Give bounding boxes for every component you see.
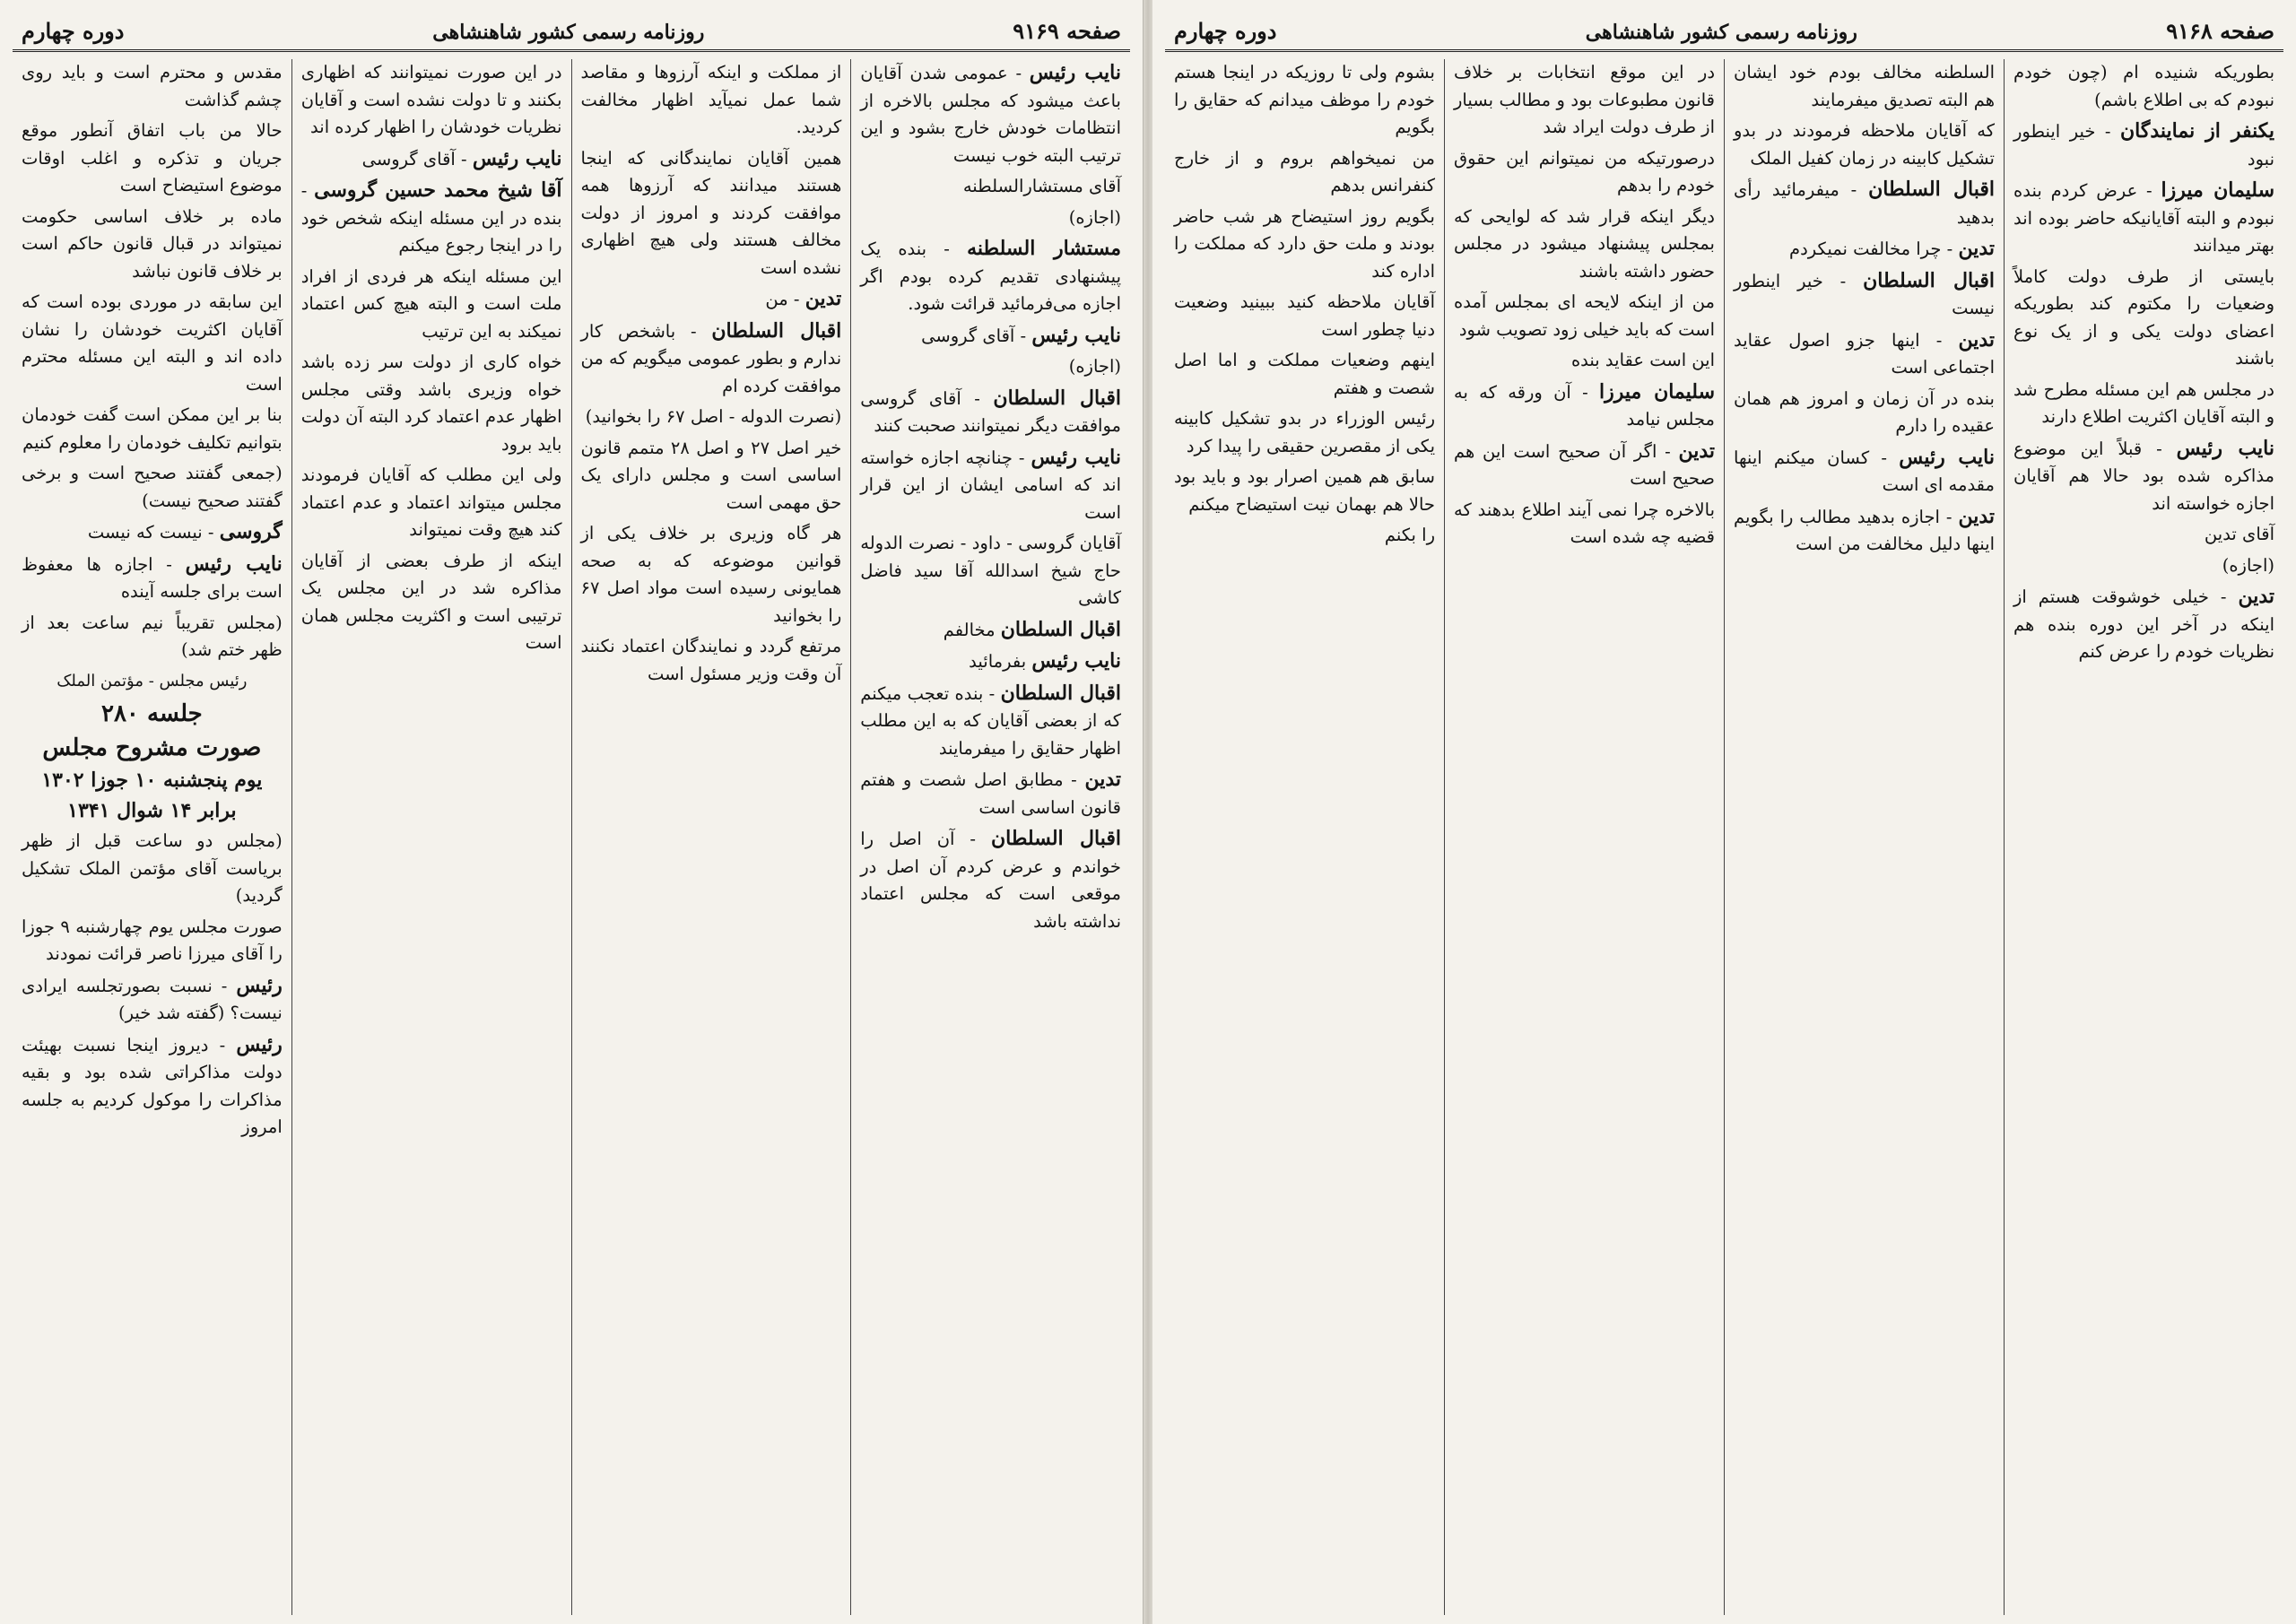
paragraph — [1734, 59, 1995, 114]
paragraph-text: - اگر آن صحیح است این هم صحیح است — [1454, 440, 1715, 489]
paragraph-text: - خیر اینطور نبود — [2013, 121, 2274, 169]
paragraph-text: - آقای گروسی — [921, 325, 1027, 346]
paragraph — [860, 204, 1121, 232]
paragraph — [1454, 347, 1715, 375]
left-page-number: صفحه ۹۱۶۹ — [1013, 18, 1121, 44]
paragraph-text: در این صورت نمیتوانند که اظهاری بکنند و تا دولت نشده است و آقایان نظریات خودشان را اظهار کرده اند — [300, 62, 562, 137]
paragraph-text: آقای مستشارالسلطنه — [962, 176, 1121, 196]
right-column-3 — [1444, 59, 1724, 1615]
paragraph — [2013, 552, 2274, 580]
paragraph — [581, 59, 842, 142]
speaker-name: رئیس — [236, 1032, 283, 1056]
paragraph — [581, 633, 842, 688]
paragraph-text: - قبلاً این موضوع مذاکره شده بود حالا هم آقایان اجازه خواسته اند — [2013, 438, 2274, 514]
paragraph-text: را بکنم — [1384, 525, 1435, 545]
paragraph — [1174, 464, 1435, 518]
paragraph — [1734, 386, 1995, 440]
paragraph — [22, 914, 283, 968]
speaker-name: نایب رئیس — [1031, 323, 1121, 347]
paragraph — [860, 444, 1121, 527]
paragraph-text: - دیروز اینجا نسبت بهیئت دولت مذاکراتی شده بود و بقیه مذاکرات را موکول کردیم به جلسه امروز — [22, 1034, 283, 1137]
paragraph — [1734, 444, 1995, 499]
paragraph — [2013, 264, 2274, 373]
paragraph — [22, 59, 283, 114]
left-newspaper-title: روزنامه رسمی کشور شاهنشاهی — [432, 21, 705, 44]
paragraph-text: - نیست که نیست — [87, 522, 214, 543]
paragraph — [22, 610, 283, 664]
paragraph-text: از مملکت و اینکه آرزوها و مقاصد شما عمل نمیآید اظهار مخالفت کردید. — [580, 62, 842, 137]
paragraph — [1454, 438, 1715, 493]
paragraph — [860, 385, 1121, 440]
paragraph-text: - مطابق اصل شصت و هفتم قانون اساسی است — [860, 769, 1121, 818]
paragraph — [22, 828, 283, 910]
paragraph-text: سابق هم همین اصرار بود و باید بود حالا هم بهمان نیت استیضاح میکنم — [1174, 466, 1435, 515]
paragraph-text: (اجازه) — [1068, 206, 1121, 228]
paragraph — [1454, 59, 1715, 142]
speaker-name: نایب رئیس — [1029, 61, 1121, 84]
paragraph — [581, 520, 842, 630]
speaker-name: نایب رئیس — [185, 551, 283, 576]
paragraph — [1174, 204, 1435, 286]
paragraph-text: آقایان گروسی - داود - نصرت الدوله حاج شیخ اسدالله آقا سید فاضل کاشی — [860, 533, 1121, 608]
paragraph-text: - بنده در این مسئله اینکه شخص خود را در اینجا رجوع میکنم — [300, 180, 562, 256]
paragraph — [22, 1031, 283, 1142]
paragraph-text: - اجازه بدهید مطالب را بگویم اینها دلیل مخالفت من است — [1734, 506, 1995, 554]
paragraph — [301, 59, 562, 142]
paragraph — [1734, 176, 1995, 231]
paragraph — [860, 353, 1121, 381]
paragraph — [2013, 177, 2274, 260]
speaker-name: اقبال السلطان — [1863, 268, 1995, 292]
paragraph-text: - عرض کردم بنده نبودم و البته آقایانیکه حاضر بوده اند بهتر میدانند — [2013, 180, 2274, 256]
right-page-columns — [1165, 59, 2283, 1615]
speaker-name: نایب رئیس — [1031, 649, 1121, 673]
paragraph-text: در این موقع انتخابات بر خلاف قانون مطبوعات بود و مطالب بسیار از طرف دولت ایراد شد — [1454, 62, 1715, 137]
paragraph-text: - اینها جزو اصول عقاید اجتماعی است — [1734, 329, 1995, 378]
section-subheading: برابر ۱۴ شوال ۱۳۴۱ — [67, 799, 237, 822]
paragraph — [2013, 117, 2274, 173]
paragraph — [301, 349, 562, 458]
section-note: رئیس مجلس - مؤتمن الملک — [57, 671, 248, 690]
paragraph — [860, 173, 1121, 201]
paragraph — [301, 145, 562, 174]
right-newspaper-title: روزنامه رسمی کشور شاهنشاهی — [1585, 21, 1857, 44]
speaker-name: اقبال السلطان — [1868, 178, 1995, 201]
paragraph — [1454, 497, 1715, 551]
paragraph-text: این مسئله اینکه هر فردی از افراد ملت است و البته هیچ کس اعتماد نمیکند به این ترتیب — [300, 265, 562, 342]
paragraph-text: - عمومی شدن آقایان باعث میشود که مجلس بالاخره از انتظامات خودش خارج بشود و این ترتیب البته خوب نیست — [860, 63, 1121, 166]
paragraph — [860, 530, 1121, 612]
paragraph-text: - اجازه ها معفوظ است برای جلسه آینده — [22, 553, 283, 602]
paragraph-text: رئیس الوزراء در بدو تشکیل کابینه یکی از مقصرین حقیقی را پیدا کرد — [1174, 408, 1435, 456]
right-page — [1152, 0, 2296, 1624]
paragraph — [1454, 145, 1715, 200]
paragraph-text: - بنده تعجب میکنم که از بعضی آقایان که به این مطلب اظهار حقایق را میفرمایند — [860, 682, 1121, 759]
paragraph — [1454, 378, 1715, 434]
left-volume: دوره چهارم — [22, 18, 125, 44]
paragraph — [22, 551, 283, 606]
paragraph — [1734, 235, 1995, 264]
paragraph-text: - آقای گروسی — [361, 148, 467, 169]
paragraph — [1454, 204, 1715, 286]
paragraph — [1734, 326, 1995, 382]
speaker-name: اقبال السلطان — [1000, 617, 1121, 641]
paragraph — [22, 117, 283, 200]
paragraph — [581, 435, 842, 517]
paragraph-text: (نصرت الدوله - اصل ۶۷ را بخوانید) — [585, 406, 842, 427]
paragraph-text: اینکه از طرف بعضی از آقایان مذاکره شد در این مجلس یک ترتیبی است و اکثریت مجلس همان است — [300, 550, 562, 653]
paragraph — [860, 680, 1121, 763]
speaker-name: تدین — [804, 287, 842, 310]
paragraph-text: من از اینکه لایحه ای بمجلس آمده است که باید خیلی زود تصویب شود — [1454, 291, 1715, 340]
right-volume: دوره چهارم — [1174, 18, 1277, 44]
paragraph-text: بایستی از طرف دولت کاملاً وضعیات را مکتوم کند بطوریکه اعضای دولت یکی و از یک نوع باشند — [2013, 265, 2274, 369]
speaker-name: یکنفر از نمایندگان — [2120, 119, 2275, 143]
paragraph-text: - آقای گروسی موافقت دیگر نمیتوانند صحبت کنند — [860, 387, 1121, 436]
speaker-name: نایب رئیس — [472, 146, 562, 170]
page-gutter — [1144, 0, 1152, 1624]
right-page-number: صفحه ۹۱۶۸ — [2166, 18, 2274, 44]
left-page-columns — [13, 59, 1130, 1615]
paragraph-text: - آن اصل را خواندم و عرض کردم آن اصل در موقعی است که مجلس اعتماد نداشته باشد — [860, 829, 1121, 932]
paragraph-text: (اجازه) — [1068, 356, 1121, 377]
paragraph-text: - خیلی خوشوقت هستم از اینکه در آخر این دوره بنده هم نظریات خودم را عرض کنم — [2013, 586, 2274, 662]
paragraph — [1734, 117, 1995, 172]
paragraph-text: بنا بر این ممکن است گفت خودمان بتوانیم تکلیف خودمان را معلوم کنیم — [22, 404, 283, 453]
paragraph-text: - بنده یک پیشنهادی تقدیم کرده بودم اگر اجازه می‌فرمائید قرائت شود. — [860, 239, 1121, 314]
paragraph — [301, 264, 562, 346]
paragraph-text: بالاخره چرا نمی آیند اطلاع بدهند که قضیه چه شده است — [1454, 499, 1715, 547]
right-column-1 — [2004, 59, 2283, 1615]
paragraph — [1174, 59, 1435, 142]
right-column-4 — [1165, 59, 1444, 1615]
paragraph-text: آقایان ملاحظه کنید ببینید وضعیت دنیا چطور است — [1174, 291, 1435, 340]
right-page-masthead — [1165, 0, 2283, 52]
paragraph-text: - نسبت بصورتجلسه ایرادی نیست؟ (گفته شد خیر) — [22, 975, 283, 1023]
paragraph-text: اینهم وضعیات مملکت و اما اصل شصت و هفتم — [1174, 350, 1435, 398]
speaker-name: نایب رئیس — [2176, 436, 2274, 460]
speaker-name: نایب رئیس — [1899, 445, 1995, 469]
paragraph-text: این سابقه در موردی بوده است که آقایان اکثریت خودشان را نشان داده اند و البته این مسئله محترم است — [22, 291, 283, 395]
paragraph — [1734, 503, 1995, 559]
speaker-name: سلیمان میرزا — [2161, 178, 2275, 202]
paragraph — [1174, 405, 1435, 460]
paragraph — [1734, 267, 1995, 323]
speaker-name: اقبال السلطان — [991, 827, 1122, 850]
paragraph-text: این است عقاید بنده — [1570, 350, 1715, 370]
paragraph — [2013, 435, 2274, 518]
paragraph-text: - خیر اینطور نیست — [1734, 270, 1995, 318]
paragraph — [581, 404, 842, 431]
paragraph — [1174, 145, 1435, 200]
speaker-name: نایب رئیس — [1031, 445, 1121, 469]
section-subheading: یوم پنجشنبه ۱۰ جوزا ۱۳۰۲ — [41, 769, 263, 792]
paragraph-text: مخالفم — [943, 619, 996, 640]
paragraph — [581, 285, 842, 314]
paragraph — [22, 460, 283, 515]
paragraph — [2013, 521, 2274, 549]
left-column-2 — [571, 59, 851, 1615]
speaker-name: گروسی — [219, 520, 283, 543]
paragraph — [1454, 289, 1715, 343]
paragraph — [22, 518, 283, 547]
paragraph — [1174, 289, 1435, 343]
speaker-name: تدین — [1958, 504, 1995, 528]
paragraph — [301, 462, 562, 544]
paragraph — [581, 145, 842, 282]
speaker-name: تدین — [2238, 585, 2274, 608]
speaker-name: اقبال السلطان — [711, 318, 842, 343]
paragraph-text: بگویم روز استیضاح هر شب حاضر بودند و ملت حق دارد که مملکت را اداره کند — [1174, 205, 1435, 282]
paragraph-text: (جمعی گفتند صحیح است و برخی گفتند صحیح نیست) — [22, 463, 283, 511]
paragraph-text: - چرا مخالفت نمیکردم — [1789, 239, 1953, 259]
paragraph-text: - میفرمائید رأی بدهید — [1734, 179, 1995, 228]
paragraph-text: - من — [765, 289, 800, 309]
paragraph-text: مرتفع گردد و نمایندگان اعتماد نکنند آن وقت وزیر مسئول است — [580, 636, 842, 684]
section-heading: جلسه ۲۸۰ — [100, 700, 203, 727]
paragraph-text: در مجلس هم این مسئله مطرح شد و البته آقایان اکثریت اطلاع دارند — [2013, 378, 2274, 427]
paragraph-text: همین آقایان نمایندگانی که اینجا هستند میدانند که آرزوها همه موافقت کردند و امروز از دولت مخالف هستند ولی هیچ اظهاری نشده است — [580, 147, 842, 278]
left-column-1 — [850, 59, 1130, 1615]
paragraph-text: مقدس و محترم است و باید روی چشم گذاشت — [22, 62, 283, 110]
paragraph-text: - باشخص کار ندارم و بطور عمومی میگویم که من موافقت کرده ام — [580, 320, 842, 396]
paragraph-text: دیگر اینکه قرار شد که لوایحی که بمجلس پیشنهاد میشود در مجلس حضور داشته باشند — [1454, 205, 1715, 282]
paragraph — [1174, 347, 1435, 402]
paragraph — [860, 235, 1121, 318]
speaker-name: آقا شیخ محمد حسین گروسی — [314, 178, 562, 202]
section-heading: صورت مشروح مجلس — [42, 734, 262, 761]
paragraph — [860, 766, 1121, 821]
speaker-name: تدین — [1678, 439, 1716, 463]
paragraph-text: - کسان میکنم اینها مقدمه ای است — [1734, 447, 1995, 495]
paragraph-text: - چنانچه اجازه خواسته اند که اسامی ایشان از این قرار است — [860, 447, 1121, 523]
speaker-name: رئیس — [236, 973, 283, 997]
paragraph — [301, 548, 562, 657]
speaker-name: تدین — [1958, 327, 1996, 352]
paragraph-text: من نمیخواهم بروم و از خارج کنفرانس بدهم — [1174, 147, 1435, 195]
speaker-name: اقبال السلطان — [993, 386, 1121, 410]
paragraph-text: ولی این مطلب که آقایان فرمودند مجلس میتواند اعتماد و عدم اعتماد کند هیچ وقت نمیتواند — [300, 465, 562, 540]
speaker-name: تدین — [1958, 237, 1995, 260]
left-column-4 — [13, 59, 291, 1615]
paragraph — [860, 59, 1121, 169]
speaker-name: تدین — [1084, 768, 1121, 791]
paragraph-text: بطوریکه شنیده ام (چون خودم نبودم که بی اطلاع باشم) — [2013, 62, 2274, 110]
paragraph-text: (مجلس دو ساعت قبل از ظهر بریاست آقای مؤتمن الملک تشکیل گردید) — [22, 830, 283, 906]
paragraph — [301, 177, 562, 260]
paragraph-text: خواه کاری از دولت سر زده باشد خواه وزیری باشد وقتی مجلس اظهار عدم اعتماد کرد البته آن دولت باید برود — [300, 352, 562, 455]
speaker-name: اقبال السلطان — [1000, 681, 1122, 705]
paragraph — [2013, 583, 2274, 666]
paragraph-text: صورت مجلس یوم چهارشنبه ۹ جوزا را آقای میرزا ناصر قرائت نمودند — [22, 916, 283, 964]
paragraph — [22, 402, 283, 456]
paragraph — [860, 647, 1121, 676]
speaker-name: سلیمان میرزا — [1599, 379, 1715, 404]
paragraph-text: بفرمائید — [969, 651, 1027, 672]
paragraph-text: حالا من باب اتفاق آنطور موقع جریان و تذکره و اغلب اوقات موضوع استیضاح است — [22, 120, 283, 195]
paragraph — [581, 317, 842, 401]
paragraph — [2013, 59, 2274, 114]
paragraph — [2013, 377, 2274, 431]
paragraph-text: (مجلس تقریباً نیم ساعت بعد از ظهر ختم شد) — [22, 612, 283, 660]
paragraph-text: آقای تدین — [2204, 524, 2274, 544]
paragraph-text: خیر اصل ۲۷ و اصل ۲۸ متمم قانون اساسی است و مجلس دارای یک حق مهمی است — [580, 437, 842, 513]
paragraph — [860, 322, 1121, 351]
paragraph — [860, 825, 1121, 935]
paragraph — [1174, 522, 1435, 550]
left-page — [0, 0, 1144, 1624]
paragraph-text: - آن ورقه که به مجلس نیامد — [1454, 381, 1715, 430]
left-page-masthead — [13, 0, 1130, 52]
paragraph — [22, 204, 283, 286]
paragraph-text: که آقایان ملاحظه فرمودند در بدو تشکیل کابینه در زمان کفیل الملک — [1734, 120, 1995, 169]
left-column-3 — [291, 59, 571, 1615]
right-column-2 — [1724, 59, 2004, 1615]
paragraph — [22, 289, 283, 398]
paragraph-text: (اجازه) — [2222, 554, 2274, 576]
speaker-name: مستشار السلطنه — [967, 237, 1121, 260]
paragraph — [860, 616, 1121, 645]
paragraph-text: بنده در آن زمان و امروز هم همان عقیده را دارم — [1734, 387, 1995, 436]
paragraph-text: بشوم ولی تا روزیکه در اینجا هستم خودم را موظف میدانم که حقایق را بگویم — [1174, 62, 1435, 137]
paragraph — [22, 972, 283, 1028]
paragraph-text: هر گاه وزیری بر خلاف یکی از قوانین موضوعه که به صحه همایونی رسیده است مواد اصل ۶۷ را بخوانید — [580, 523, 842, 626]
paragraph-text: درصورتیکه من نمیتوانم این حقوق خودم را بدهم — [1454, 147, 1715, 195]
paragraph-text: ماده بر خلاف اساسی حکومت نمیتواند در قبال قانون حاکم است بر خلاف قانون نباشد — [22, 205, 283, 282]
paragraph-text: السلطنه مخالف بودم خود ایشان هم البته تصدیق میفرمایند — [1734, 62, 1995, 110]
